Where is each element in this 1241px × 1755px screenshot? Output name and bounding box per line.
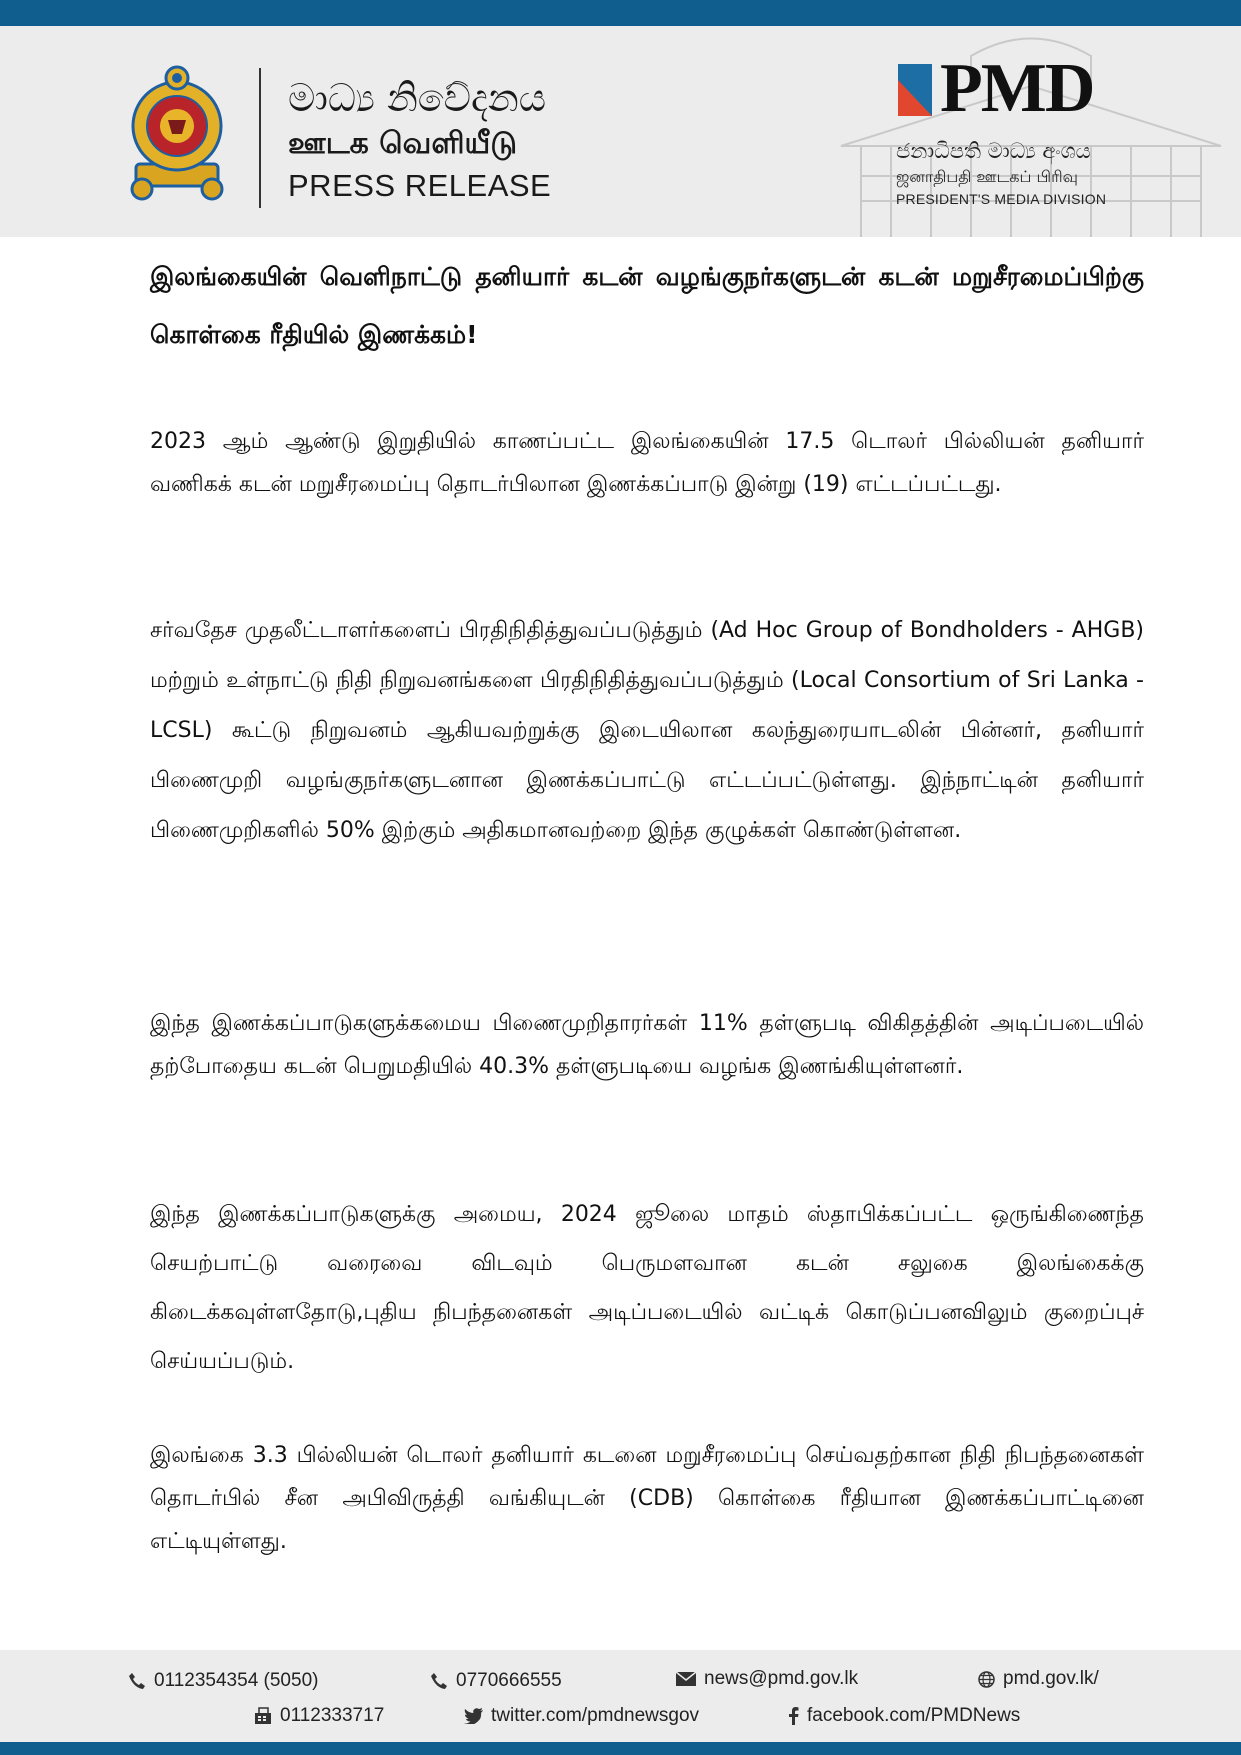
pmd-name-tamil: ஜனாதிபதி ஊடகப் பிரிவு: [896, 167, 1078, 186]
fax-icon: [254, 1707, 272, 1725]
header-divider: [259, 68, 261, 208]
footer-twitter-text: twitter.com/pmdnewsgov: [491, 1705, 700, 1726]
title-tamil: ஊடக வெளியீடு: [288, 126, 517, 161]
title-english: PRESS RELEASE: [288, 168, 552, 203]
bottom-accent-bar: [0, 1742, 1241, 1755]
footer-twitter[interactable]: [464, 1705, 699, 1727]
globe-icon: [978, 1671, 995, 1688]
page-header: [0, 26, 1241, 237]
title-sinhala: මාධ්‍ය නිවේදනය: [288, 76, 547, 120]
pmd-logo-mark-icon: [898, 64, 932, 116]
envelope-icon: [676, 1672, 696, 1686]
article-paragraph: சர்வதேச முதலீட்டாளர்களைப் பிரதிநிதித்துவப்படுத்தும் (Ad Hoc Group of Bondholders - AHGB) மற்றும் உள்நாட்டு நிதி நிறுவனங்களை பிரதிநிதித்துவப்படுத்தும் (Local Consortium of Sri Lanka - LCSL) கூட்டு நிறுவனம் ஆகியவற்றுக்கு இடையிலான கலந்துரையாடலின் பின்னர், தனியார் பிணைமுறி வழங்குநர்களுடனான இணக்கப்பாட்டு எட்டப்பட்டுள்ளது. இந்நாட்டின் தனியார் பிணைமுறிகளில் 50% இற்கும் அதிகமானவற்றை இந்த குழுக்கள் கொண்டுள்ளன.: [150, 618, 1144, 843]
footer-website[interactable]: [978, 1668, 1099, 1690]
top-accent-bar: [0, 0, 1241, 26]
facebook-icon: [788, 1707, 799, 1725]
pmd-name-english: PRESIDENT'S MEDIA DIVISION: [896, 191, 1107, 207]
phone-icon: [128, 1672, 146, 1690]
footer-mobile[interactable]: [430, 1670, 562, 1692]
pmd-logo-text: PMD: [940, 50, 1094, 127]
page-footer: [0, 1650, 1241, 1742]
phone-icon: [430, 1672, 448, 1690]
footer-fax[interactable]: [254, 1705, 384, 1727]
footer-fax-text: 0112333717: [280, 1705, 385, 1726]
footer-email[interactable]: [676, 1668, 858, 1690]
footer-email-text: news@pmd.gov.lk: [704, 1668, 859, 1689]
footer-website-text: pmd.gov.lk/: [1003, 1668, 1099, 1689]
sri-lanka-emblem-icon: [128, 64, 226, 204]
article-paragraph: இந்த இணக்கப்பாடுகளுக்கு அமைய, 2024 ஜூலை மாதம் ஸ்தாபிக்கப்பட்ட ஒருங்கிணைந்த செயற்பாட்டு வரைவை விடவும் பெருமளவான கடன் சலுகை இலங்கைக்கு கிடைக்கவுள்ளதோடு,புதிய நிபந்தனைகள் அடிப்படையில் வட்டிக் கொடுப்பனவிலும் குறைப்புச் செய்யப்படும்.: [150, 1202, 1144, 1374]
pmd-name-sinhala: ජනාධිපති මාධ්‍ය අංශය: [896, 139, 1091, 163]
article-paragraph: இலங்கை 3.3 பில்லியன் டொலர் தனியார் கடனை மறுசீரமைப்பு செய்வதற்கான நிதி நிபந்தனைகள் தொடர்பில் சீன அபிவிருத்தி வங்கியுடன் (CDB) கொள்கை ரீதியான இணக்கப்பாட்டினை எட்டியுள்ளது.: [150, 1443, 1144, 1554]
footer-facebook[interactable]: [788, 1705, 1020, 1727]
article-paragraph: இந்த இணக்கப்பாடுகளுக்கமைய பிணைமுறிதாரர்கள் 11% தள்ளுபடி விகிதத்தின் அடிப்படையில் தற்போதைய கடன் பெறுமதியில் 40.3% தள்ளுபடியை வழங்க இணங்கியுள்ளனர்.: [150, 1011, 1144, 1079]
article-paragraph: 2023 ஆம் ஆண்டு இறுதியில் காணப்பட்ட இலங்கையின் 17.5 டொலர் பில்லியன் தனியார் வணிகக் கடன் மறுசீரமைப்பு தொடர்பிலான இணக்கப்பாடு இன்று (19) எட்டப்பட்டது.: [150, 429, 1144, 497]
footer-phone-text: 0112354354 (5050): [154, 1670, 319, 1691]
article-headline: இலங்கையின் வெளிநாட்டு தனியார் கடன் வழங்குநர்களுடன் கடன் மறுசீரமைப்பிற்கு கொள்கை ரீதியில் இணக்கம்!: [150, 262, 1144, 349]
footer-facebook-text: facebook.com/PMDNews: [807, 1705, 1021, 1726]
footer-phone[interactable]: [128, 1670, 318, 1692]
twitter-icon: [464, 1708, 483, 1724]
footer-mobile-text: 0770666555: [456, 1670, 562, 1691]
